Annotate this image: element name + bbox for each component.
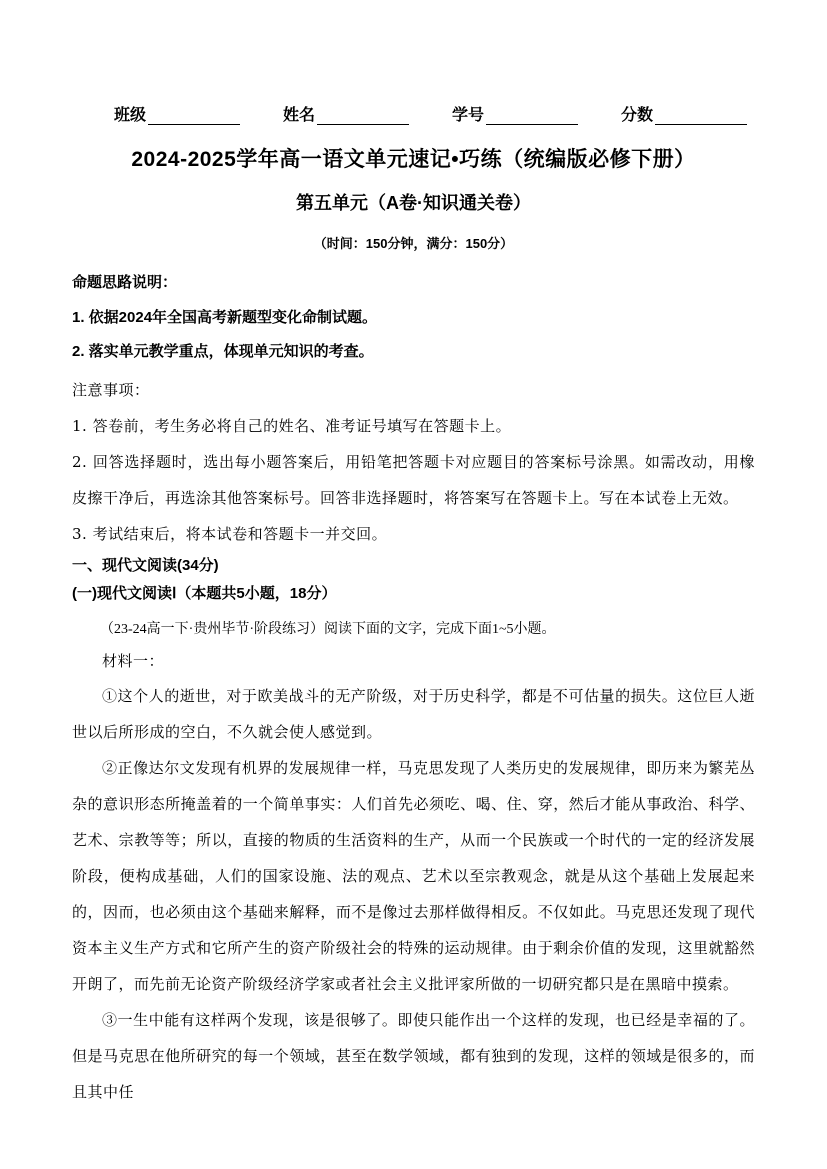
question-source-line: （23-24高一下·贵州毕节·阶段练习）阅读下面的文字，完成下面1~5小题。 — [100, 621, 556, 637]
student-info-row — [72, 102, 755, 125]
exam-time-score-line: （时间：150分钟，满分：150分） — [313, 236, 514, 251]
material-paragraph-1: ①这个人的逝世，对于欧美战斗的无产阶级，对于历史科学，都是不可估量的损失。这位巨人逝世以后所形成的空白，不久就会使人感觉到。 — [72, 687, 755, 742]
notice-item-3: 3. 考试结束后，将本试卷和答题卡一并交回。 — [72, 524, 388, 543]
proposition-note-1: 1. 依据2024年全国高考新题型变化命制试题。 — [72, 308, 378, 326]
exam-main-title: 2024-2025学年高一语文单元速记•巧练（统编版必修下册） — [131, 148, 696, 171]
material-paragraph-2: ②正像达尔文发现有机界的发展规律一样，马克思发现了人类历史的发展规律，即历来为繁芜丛杂的意识形态所掩盖着的一个简单事实：人们首先必须吃、喝、住、穿，然后才能从事政治、科学、艺术、宗教等等；所以，直接的物质的生活资料的生产，从而一个民族或一个时代的一定的经济发展阶段，便构成基础，人们的国家设施、法的观点、艺术以至宗教观念，就是从这个基础上发展起来的，因而，也必须由这个基础来解释，而不是像过去那样做得相反。不仅如此。马克思还发现了现代资本主义生产方式和它所产生的资产阶级社会的特殊的运动规律。由于剩余价值的发现，这里就豁然开朗了，而先前无论资产阶级经济学家或者社会主义批评家所做的一切研究都只是在黑暗中摸索。 — [72, 759, 755, 994]
proposition-notes-block — [72, 266, 755, 370]
score-field — [621, 102, 747, 125]
class-label: 班级 — [114, 107, 147, 124]
exam-sub-title: 第五单元（A卷·知识通关卷） — [296, 193, 531, 213]
score-blank-line — [655, 107, 747, 125]
reading-material — [72, 644, 755, 1111]
class-field — [114, 102, 240, 125]
proposition-note-2: 2. 落实单元教学重点，体现单元知识的考查。 — [72, 343, 374, 360]
notice-block — [72, 372, 755, 552]
name-label: 姓名 — [282, 107, 315, 124]
notice-item-1: 1. 答卷前，考生务必将自己的姓名、准考证号填写在答题卡上。 — [72, 416, 512, 435]
student-id-field — [452, 102, 578, 125]
section-one-sub-heading: (一)现代文阅读Ⅰ（本题共5小题，18分） — [72, 585, 337, 602]
score-label: 分数 — [620, 107, 653, 124]
student-id-label: 学号 — [451, 107, 484, 124]
material-one-label: 材料一： — [102, 651, 165, 670]
name-blank-line — [317, 107, 409, 125]
notice-item-2: 2. 回答选择题时，选出每小题答案后，用铅笔把答题卡对应题目的答案标号涂黑。如需改动，用橡皮擦干净后，再选涂其他答案标号。回答非选择题时，将答案写在答题卡上。写在本试卷上无效。 — [72, 452, 755, 507]
notice-heading: 注意事项： — [72, 380, 150, 399]
proposition-notes-heading: 命题思路说明： — [72, 274, 178, 291]
student-id-blank-line — [486, 107, 578, 125]
name-field — [283, 102, 409, 125]
material-paragraph-3: ③一生中能有这样两个发现，该是很够了。即使只能作出一个这样的发现，也已经是幸福的了。但是马克思在他所研究的每一个领域，甚至在数学领域，都有独到的发现，这样的领域是很多的，而且其中任 — [72, 1011, 755, 1102]
class-blank-line — [148, 107, 240, 125]
section-one-heading: 一、现代文阅读(34分) — [72, 556, 219, 574]
